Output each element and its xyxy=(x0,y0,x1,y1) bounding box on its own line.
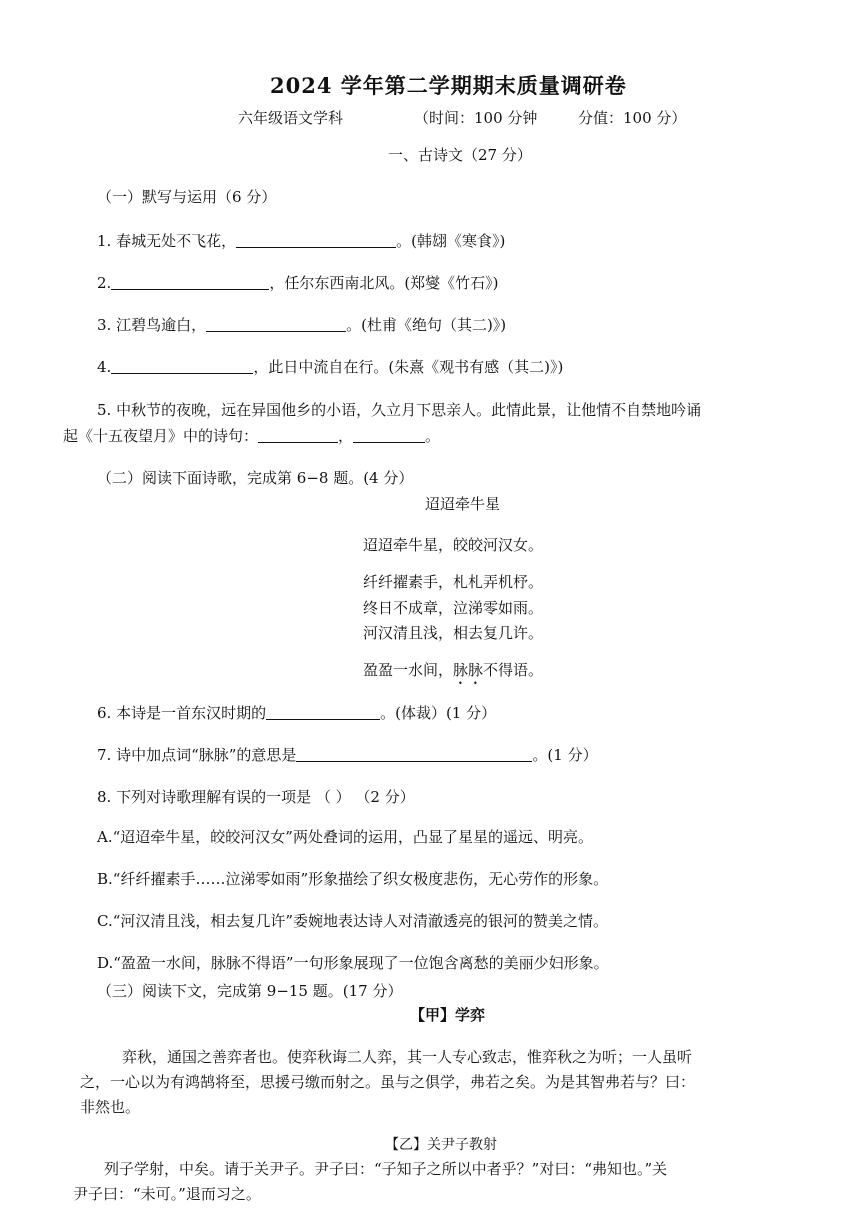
question-7 xyxy=(97,745,598,765)
answer-blank-5a[interactable] xyxy=(258,426,338,443)
poem-line-1: 迢迢牵牛星，皎皎河汉女。 xyxy=(363,536,544,554)
passage-jia-line-1: 弈秋，通国之善弈者也。使弈秋诲二人弈，其一人专心致志，惟弈秋之为听；一人虽听 xyxy=(122,1048,693,1066)
poem-line-5-end: 不得语。 xyxy=(483,661,544,679)
part1-heading: （一）默写与运用（6 分） xyxy=(97,188,277,206)
question-2-text: ，任尔东西南北风。(郑燮《竹石》) xyxy=(269,274,499,292)
question-4-text: ，此日中流自在行。(朱熹《观书有感（其二)》) xyxy=(253,358,564,376)
answer-blank-4[interactable] xyxy=(111,357,253,374)
part3-heading: （三）阅读下文，完成第 9−15 题。(17 分） xyxy=(97,982,403,1000)
poem-title: 迢迢牵牛星 xyxy=(425,495,501,513)
answer-blank-2[interactable] xyxy=(111,273,269,290)
passage-yi-title: 【乙】关尹子教射 xyxy=(385,1137,497,1153)
answer-blank-7[interactable] xyxy=(296,745,532,762)
section-heading: 一、古诗文（27 分） xyxy=(388,146,532,164)
question-3-source: 。(杜甫《绝句（其二)》) xyxy=(346,316,507,334)
question-5-line-1: 5. 中秋节的夜晚，远在异国他乡的小语，久立月下思亲人。此情此景，让他情不自禁地吟诵 xyxy=(97,401,702,419)
question-5-end: 。 xyxy=(425,427,441,445)
poem-line-5-start: 盈盈一水间， xyxy=(363,661,454,679)
answer-blank-6[interactable] xyxy=(266,703,380,720)
question-1-text: 1. 春城无处不飞花， xyxy=(97,232,237,250)
question-6-tail: 。(体裁）(1 分） xyxy=(380,704,497,722)
question-5-prompt: 起《十五夜望月》中的诗句： xyxy=(63,427,259,445)
question-5-line-2 xyxy=(63,426,440,446)
passage-jia-line-3: 非然也。 xyxy=(80,1098,141,1116)
poem-line-2: 纤纤擢素手，札札弄机杼。 xyxy=(363,573,544,591)
question-3-text: 3. 江碧鸟逾白， xyxy=(97,316,207,334)
answer-blank-5b[interactable] xyxy=(353,426,425,443)
option-d[interactable]: D.“盈盈一水间，脉脉不得语”一句形象展现了一位饱含离愁的美丽少妇形象。 xyxy=(97,954,609,972)
question-7-tail: 。(1 分） xyxy=(532,746,598,764)
question-3 xyxy=(97,315,506,335)
poem-line-4: 河汉清且浅，相去复几许。 xyxy=(363,624,544,642)
dotted-word: 脉脉 xyxy=(453,661,484,679)
question-2-number: 2. xyxy=(97,274,112,292)
option-a[interactable]: A.“迢迢牵牛星，皎皎河汉女”两处叠词的运用，凸显了星星的遥远、明亮。 xyxy=(97,828,593,846)
answer-blank-3[interactable] xyxy=(206,315,346,332)
question-2 xyxy=(97,273,499,293)
question-6-text: 6. 本诗是一首东汉时期的 xyxy=(97,704,267,722)
option-b[interactable]: B.“纤纤擢素手……泣涕零如雨”形象描绘了织女极度悲伤，无心劳作的形象。 xyxy=(97,870,609,888)
question-1 xyxy=(97,231,505,251)
question-4-number: 4. xyxy=(97,358,112,376)
passage-yi-line-2: 尹子曰：“未可。”退而习之。 xyxy=(73,1185,261,1203)
question-5-separator: ， xyxy=(338,427,354,445)
option-c[interactable]: C.“河汉清且浅，相去复几许”委婉地表达诗人对清澈透亮的银河的赞美之情。 xyxy=(97,912,609,930)
question-4 xyxy=(97,357,563,377)
part2-heading: （二）阅读下面诗歌，完成第 6−8 题。(4 分） xyxy=(97,469,414,487)
question-1-source: 。(韩翃《寒食》) xyxy=(396,232,506,250)
poem-line-5 xyxy=(363,660,543,688)
question-6 xyxy=(97,703,496,723)
exam-score: 分值：100 分） xyxy=(578,109,687,127)
exam-time: （时间：100 分钟 xyxy=(414,109,538,127)
poem-line-3: 终日不成章，泣涕零如雨。 xyxy=(363,599,544,617)
subject-label: 六年级语文学科 xyxy=(238,109,344,127)
passage-jia-line-2: 之，一心以为有鸿鹄将至，思援弓缴而射之。虽与之俱学，弗若之矣。为是其智弗若与？曰： xyxy=(80,1073,696,1091)
question-7-text: 7. 诗中加点词“脉脉”的意思是 xyxy=(97,746,297,764)
passage-jia-title: 【甲】学弈 xyxy=(410,1006,486,1024)
passage-yi-line-1: 列子学射，中矣。请于关尹子。尹子曰：“子知子之所以中者乎？”对曰：“弗知也。”关 xyxy=(104,1160,668,1178)
page-title: 2024 学年第二学期期末质量调研卷 xyxy=(270,73,627,98)
answer-blank-1[interactable] xyxy=(236,231,396,248)
question-8: 8. 下列对诗歌理解有误的一项是 （ ） （2 分） xyxy=(97,788,415,806)
